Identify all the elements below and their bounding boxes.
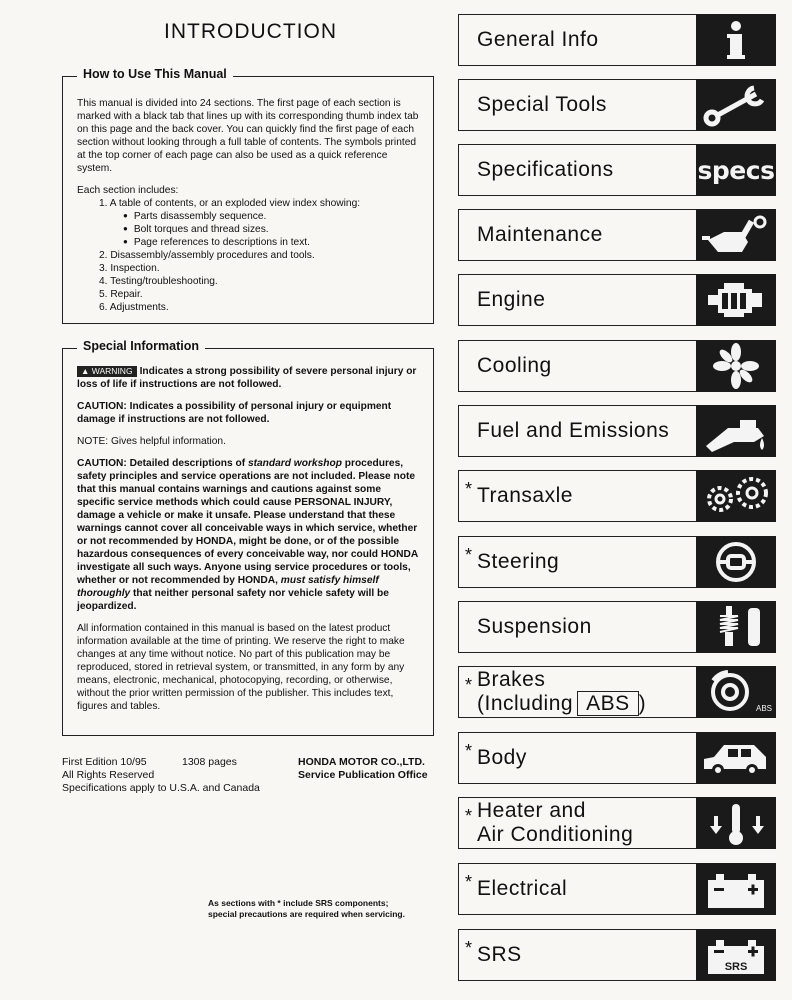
tab-label: General Info	[477, 28, 599, 51]
fuel-nozzle-icon	[696, 405, 776, 457]
srs-star: *	[465, 479, 473, 499]
tab-label: Fuel and Emissions	[477, 419, 670, 442]
tab-label-line2: Air Conditioning	[477, 823, 634, 846]
page-title: INTRODUCTION	[164, 20, 337, 43]
thermometer-icon	[696, 797, 776, 849]
warning-paragraph: ▲ WARNING Indicates a strong possibility of severe personal injury or loss of life if instructions are not followed.	[77, 366, 417, 390]
srs-star: *	[465, 545, 473, 565]
warning-triangle-icon: ▲	[81, 366, 90, 376]
srs-star: *	[465, 741, 473, 761]
tab-label-line2: (Including	[477, 692, 574, 715]
abs-box: ABS	[577, 691, 639, 716]
page-count: 1308 pages	[182, 756, 237, 768]
tab-body[interactable]	[458, 732, 776, 784]
tab-label: Body	[477, 746, 527, 769]
how-to-use-heading: How to Use This Manual	[77, 68, 233, 81]
car-body-icon	[696, 732, 776, 784]
caution-detail-paragraph: CAUTION: Detailed descriptions of standard workshop procedures, safety principles and service operations are not included. Please note that this manual contains warnings and cautions against some specific service methods which could cause PERSONAL INJURY, damage a vehicle or make it unsafe. Please understand that these warnings cannot cover all conceivable ways in which service, whether or not recommended by HONDA, might be done, or of the possible hazardous consequences of every conceivable way, nor could HONDA investigate all such ways. Anyone using service procedures or tools, whether or not recommended by HONDA, must satisfy himself thoroughly that neither personal safety nor vehicle safety will be jeopardized.	[77, 458, 418, 612]
how-to-intro: This manual is divided into 24 sections. The first page of each section is marked with a black tab that lines up with its corresponding thumb index tab on this page and the back cover. You can quickly find the first page of each section without looking through a full table of contents. The symbols printed at the top corner of each page can also be used as a quick reference system.	[77, 98, 419, 174]
tab-electrical[interactable]	[458, 863, 776, 915]
sub-list-item: ● Parts disassembly sequence.	[123, 210, 419, 223]
tab-label: Engine	[477, 288, 546, 311]
tab-label: SRS	[477, 943, 522, 966]
tab-label: Brakes	[477, 668, 546, 691]
special-information-box	[62, 339, 434, 736]
sub-list	[99, 210, 419, 249]
engine-icon	[696, 274, 776, 326]
tab-suspension[interactable]	[458, 601, 776, 653]
srs-star: *	[465, 675, 473, 695]
gears-icon	[696, 470, 776, 522]
tab-label: Electrical	[477, 877, 568, 900]
srs-battery-icon	[696, 929, 776, 981]
tab-general-info[interactable]	[458, 14, 776, 66]
note-paragraph: NOTE: Gives helpful information.	[77, 436, 226, 447]
edition-text: First Edition 10/95	[62, 756, 147, 768]
list-item: 2. Disassembly/assembly procedures and tools.	[99, 250, 315, 261]
tab-engine[interactable]	[458, 274, 776, 326]
tab-transaxle[interactable]	[458, 470, 776, 522]
how-to-use-box	[62, 67, 434, 324]
tab-heater-ac[interactable]	[458, 797, 776, 849]
tab-maintenance[interactable]	[458, 209, 776, 261]
wrench-icon	[696, 79, 776, 131]
steering-wheel-icon	[696, 536, 776, 588]
info-icon	[696, 14, 776, 66]
sub-list-item: ● Page references to descriptions in text.	[123, 236, 419, 249]
srs-icon-text: SRS	[724, 961, 748, 973]
tab-label: Suspension	[477, 615, 592, 638]
srs-star: *	[465, 938, 473, 958]
tab-special-tools[interactable]	[458, 79, 776, 131]
tab-brakes[interactable]: * Brakes (Including ABS ) ABS	[458, 666, 776, 718]
company-name: HONDA MOTOR CO.,LTD.	[298, 756, 425, 768]
each-section-label: Each section includes:	[77, 185, 179, 196]
tab-specifications[interactable]	[458, 144, 776, 196]
battery-icon	[696, 863, 776, 915]
information-paragraph: All information contained in this manual is based on the latest product information available at the time of printing. We reserve the right to make changes at any time without notice. No part of this publication may be reproduced, stored in retrieval system, or transmitted, in any form by any means, electronic, mechanical, photocopying, recording, or otherwise, without the prior written permission of the publisher. This includes text, figures and tables.	[77, 623, 405, 712]
tab-cooling[interactable]	[458, 340, 776, 392]
tab-label: Specifications	[477, 158, 614, 181]
srs-star: *	[465, 806, 473, 826]
tab-label: Special Tools	[477, 93, 607, 116]
section-contents-list	[77, 197, 419, 314]
tab-label: Heater and	[477, 799, 586, 822]
list-item: 5. Repair.	[99, 289, 143, 300]
tab-label: Maintenance	[477, 223, 603, 246]
tab-srs[interactable]	[458, 929, 776, 981]
specs-icon-text: specs	[697, 155, 775, 185]
office-name: Service Publication Office	[298, 769, 428, 781]
specs-region-text: Specifications apply to U.S.A. and Canada	[62, 782, 260, 794]
abs-icon-text: ABS	[756, 704, 772, 713]
list-item: 1. A table of contents, or an exploded view index showing:	[99, 198, 361, 209]
srs-note: As sections with * include SRS components; special precautions are required when servicing.	[208, 898, 405, 919]
oil-can-icon	[696, 209, 776, 261]
tab-fuel-emissions[interactable]	[458, 405, 776, 457]
tab-label: Cooling	[477, 354, 552, 377]
list-item: 3. Inspection.	[99, 263, 160, 274]
brake-disc-icon	[696, 666, 776, 718]
list-item: 4. Testing/troubleshooting.	[99, 276, 218, 287]
tab-label: Transaxle	[477, 484, 573, 507]
special-information-heading: Special Information	[77, 340, 205, 353]
list-item: 6. Adjustments.	[99, 302, 169, 313]
shock-absorber-icon	[696, 601, 776, 653]
warning-badge: ▲ WARNING	[77, 366, 137, 377]
caution-paragraph: CAUTION: Indicates a possibility of personal injury or equipment damage if instructions are not followed.	[77, 401, 392, 425]
fan-icon	[696, 340, 776, 392]
srs-star: *	[465, 872, 473, 892]
rights-text: All Rights Reserved	[62, 769, 155, 781]
specs-icon	[696, 144, 776, 196]
publisher-info	[298, 756, 428, 782]
tab-steering[interactable]	[458, 536, 776, 588]
sub-list-item: ● Bolt torques and thread sizes.	[123, 223, 419, 236]
tab-label: Steering	[477, 550, 560, 573]
